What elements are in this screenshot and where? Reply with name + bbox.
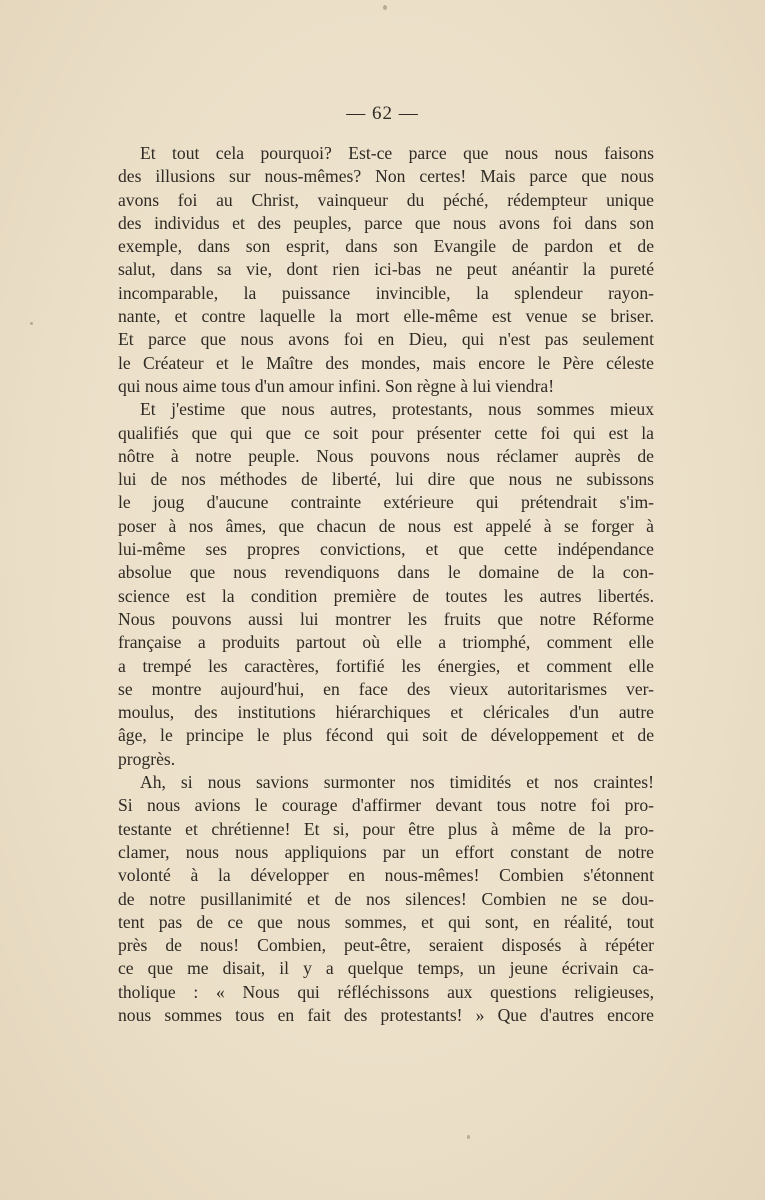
text-line: moulus, des institutions hiérarchiques et cléricales d'un autre xyxy=(118,702,654,723)
text-line: Et parce que nous avons foi en Dieu, qui n'est pas seulement xyxy=(118,329,654,350)
text-line: salut, dans sa vie, dont rien ici-bas ne peut anéantir la pureté xyxy=(118,259,654,280)
text-line: clamer, nous nous appliquions par un effort constant de notre xyxy=(118,841,654,862)
paper-speck xyxy=(467,1135,470,1139)
text-line: française a produits partout où elle a triomphé, comment elle xyxy=(118,632,654,653)
text-line: le joug d'aucune contrainte extérieure qui prétendrait s'im- xyxy=(118,492,654,513)
text-line: poser à nos âmes, que chacun de nous est appelé à se forger à xyxy=(118,515,654,536)
text-line: près de nous! Combien, peut-être, seraient disposés à répéter xyxy=(118,935,654,956)
text-line: a trempé les caractères, fortifié les énergies, et comment elle xyxy=(118,655,654,676)
text-line: qui nous aime tous d'un amour infini. Son règne à lui viendra! xyxy=(118,375,555,396)
text-line: âge, le principe le plus fécond qui soit de développement et de xyxy=(118,725,654,746)
page-number: — 62 — xyxy=(346,103,419,124)
text-line: lui-même ses propres convictions, et que cette indépendance xyxy=(118,539,654,560)
text-line: nôtre à notre peuple. Nous pouvons nous réclamer auprès de xyxy=(118,445,654,466)
text-line: progrès. xyxy=(118,748,176,769)
text-line: Et tout cela pourquoi? Est-ce parce que nous nous faisons xyxy=(140,143,654,163)
paper-speck xyxy=(383,5,387,10)
body-text xyxy=(118,142,654,1027)
text-line: des illusions sur nous-mêmes? Non certes! Mais parce que nous xyxy=(118,166,654,187)
text-line: de notre pusillanimité et de nos silences! Combien ne se dou- xyxy=(118,888,654,909)
text-line: lui de nos méthodes de liberté, lui dire que nous ne subissons xyxy=(118,469,654,490)
text-line: tholique : « Nous qui réfléchissons aux questions religieuses, xyxy=(118,981,654,1002)
paper-speck xyxy=(30,322,33,325)
text-line: le Créateur et le Maître des mondes, mais encore le Père céleste xyxy=(118,352,654,373)
text-line: nous sommes tous en fait des protestants! » Que d'autres encore xyxy=(118,1004,654,1025)
text-line: absolue que nous revendiquons dans le domaine de la con- xyxy=(118,562,654,583)
text-line: qualifiés que qui que ce soit pour présenter cette foi qui est la xyxy=(118,422,654,443)
text-line: volonté à la développer en nous-mêmes! Combien s'étonnent xyxy=(118,865,654,886)
text-line: Si nous avions le courage d'affirmer devant tous notre foi pro- xyxy=(118,795,654,816)
text-line: Et j'estime que nous autres, protestants, nous sommes mieux xyxy=(140,399,654,420)
text-line: tent pas de ce que nous sommes, et qui sont, en réalité, tout xyxy=(118,911,654,932)
text-line: se montre aujourd'hui, en face des vieux autoritarismes ver- xyxy=(118,678,654,699)
text-line: avons foi au Christ, vainqueur du péché, rédempteur unique xyxy=(118,189,654,210)
text-line: Ah, si nous savions surmonter nos timidités et nos craintes! xyxy=(140,772,654,793)
text-line: testante et chrétienne! Et si, pour être plus à même de la pro- xyxy=(118,818,654,839)
text-line: incomparable, la puissance invincible, la splendeur rayon- xyxy=(118,282,654,303)
text-line: Nous pouvons aussi lui montrer les fruits que notre Réforme xyxy=(118,608,654,629)
text-line: nante, et contre laquelle la mort elle-même est venue se briser. xyxy=(118,306,654,327)
text-line: des individus et des peuples, parce que nous avons foi dans son xyxy=(118,212,654,233)
text-line: exemple, dans son esprit, dans son Evangile de pardon et de xyxy=(118,236,654,257)
text-line: ce que me disait, il y a quelque temps, un jeune écrivain ca- xyxy=(118,958,654,979)
text-line: science est la condition première de toutes les autres libertés. xyxy=(118,585,654,606)
